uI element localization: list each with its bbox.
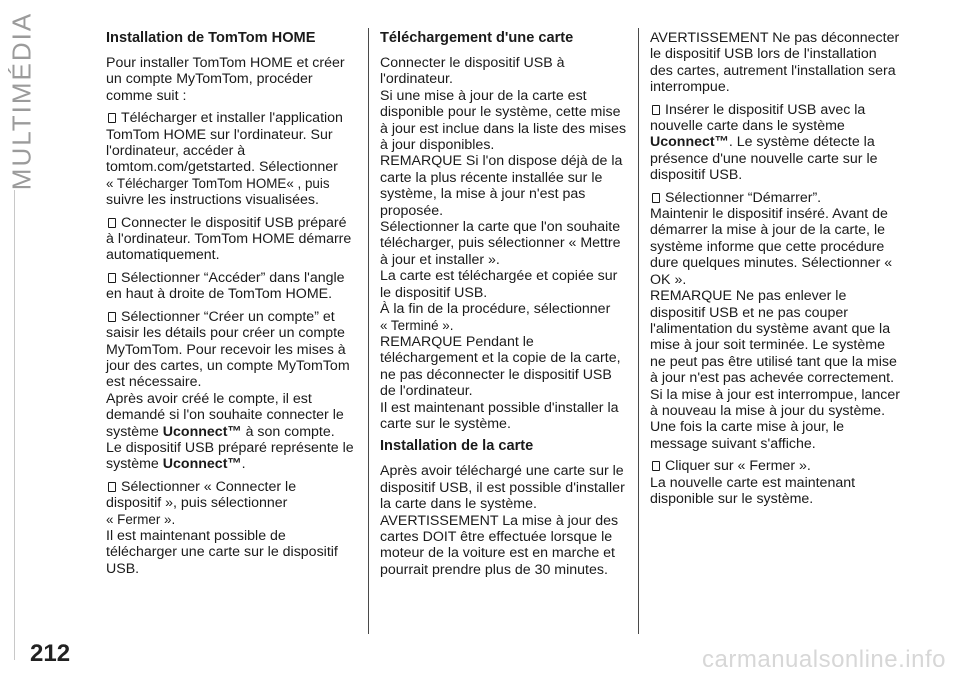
step-bullet-icon bbox=[108, 482, 116, 492]
paragraph: À la fin de la procédure, sélectionner « Terminé ». bbox=[380, 301, 611, 333]
section-heading: Installation de la carte bbox=[380, 438, 534, 455]
note: REMARQUE Si l'on dispose déjà de la carte la plus récente installée sur le système, la mise à jour n'est pas proposée. bbox=[380, 153, 623, 219]
step-item: Cliquer sur « Fermer ». bbox=[650, 458, 902, 474]
step-bullet-icon bbox=[108, 312, 116, 322]
step-item: Insérer le dispositif USB avec la nouvelle carte dans le système Uconnect™. Le système détecte la présence d'une nouvelle carte sur le dispositif USB. bbox=[650, 101, 878, 184]
step-item: Sélectionner “Démarrer”. bbox=[650, 190, 902, 206]
step-item: Sélectionner “Créer un compte” et saisir les détails pour créer un compte MyTomTom. Pour recevoir les mises à jour des cartes, un compte MyTomTom est nécessaire. bbox=[106, 308, 350, 391]
paragraph: Il est maintenant possible de télécharger une carte sur le dispositif USB. bbox=[106, 527, 338, 577]
page-number: 212 bbox=[30, 640, 71, 667]
column-1 bbox=[106, 30, 354, 577]
paragraph: Maintenir le dispositif inséré. Avant de démarrer la mise à jour de la carte, le système informe que cette procédure dure quelques minutes. Sélectionner « OK ». bbox=[650, 206, 893, 288]
warning: AVERTISSEMENT Ne pas déconnecter le dispositif USB lors de l'installation des cartes, autrement l'installation sera interrompue. bbox=[650, 30, 900, 96]
step-item: Télécharger et installer l'application TomTom HOME sur l'ordinateur. Sur l'ordinateur, accéder à tomtom.com/getstarted. Sélectionner « Télécharger TomTom HOME« , puis suivre les instructions visualisées. bbox=[106, 110, 343, 209]
paragraph: Après avoir téléchargé une carte sur le dispositif USB, il est possible d'installer la carte dans le système. bbox=[380, 463, 625, 513]
step-bullet-icon bbox=[652, 193, 660, 203]
brand-name: Uconnect™ bbox=[162, 456, 242, 473]
step-item: Connecter le dispositif USB préparé à l'ordinateur. TomTom HOME démarre automatiquement. bbox=[106, 214, 352, 264]
note: REMARQUE Pendant le téléchargement et la copie de la carte, ne pas déconnecter le dispositif USB de l'ordinateur. bbox=[380, 333, 621, 400]
paragraph: La carte est téléchargée et copiée sur le dispositif USB. bbox=[380, 268, 618, 301]
paragraph: La nouvelle carte est maintenant disponible sur le système. bbox=[650, 474, 856, 507]
column-3 bbox=[650, 30, 902, 507]
step-bullet-icon bbox=[108, 113, 116, 123]
paragraph: Connecter le dispositif USB à l'ordinateur. bbox=[380, 55, 565, 88]
section-heading: Installation de TomTom HOME bbox=[106, 30, 316, 46]
brand-name: Uconnect™ bbox=[650, 134, 729, 151]
paragraph: Si la mise à jour est interrompue, lancer à nouveau la mise à jour du système. Une fois la carte mise à jour, le message suivant s'affiche. bbox=[650, 386, 900, 452]
paragraph: Si une mise à jour de la carte est disponible pour le système, cette mise à jour est inclue dans la liste des mises à jour disponibles. bbox=[380, 87, 627, 154]
paragraph: Pour installer TomTom HOME et créer un compte MyTomTom, procéder comme suit : bbox=[106, 55, 345, 104]
watermark: carmanualsonline.info bbox=[702, 646, 946, 673]
side-divider bbox=[14, 190, 15, 660]
paragraph: Après avoir créé le compte, il est demandé si l'on souhaite connecter le système Uconnect™ à son compte. bbox=[106, 390, 344, 440]
column-divider bbox=[368, 28, 369, 634]
step-item: Sélectionner « Connecter le dispositif », puis sélectionner « Fermer ». bbox=[106, 478, 297, 527]
note: REMARQUE Ne pas enlever le dispositif USB et ne pas couper l'alimentation du système avant que la mise à jour soit terminée. Le système ne peut pas être utilisé tant que la mise à jour n'est pas achevée correctement. bbox=[650, 288, 897, 387]
section-side-label: MULTIMÉDIA bbox=[6, 11, 37, 191]
section-heading: Téléchargement d'une carte bbox=[380, 30, 574, 46]
paragraph: Il est maintenant possible d'installer la carte sur le système. bbox=[380, 399, 619, 432]
brand-name: Uconnect™ bbox=[162, 423, 242, 440]
column-divider bbox=[638, 28, 639, 634]
column-2 bbox=[380, 30, 630, 578]
warning: AVERTISSEMENT La mise à jour des cartes DOIT être effectuée lorsque le moteur de la voiture est en marche et pourrait prendre plus de 30 minutes. bbox=[380, 512, 619, 578]
step-bullet-icon bbox=[108, 218, 116, 228]
paragraph: Le dispositif USB préparé représente le système Uconnect™. bbox=[106, 439, 354, 473]
step-bullet-icon bbox=[652, 105, 660, 115]
step-item: Sélectionner “Accéder” dans l'angle en haut à droite de TomTom HOME. bbox=[106, 269, 345, 303]
step-bullet-icon bbox=[108, 273, 116, 283]
paragraph: Sélectionner la carte que l'on souhaite télécharger, puis sélectionner « Mettre à jour et installer ». bbox=[380, 219, 621, 268]
step-bullet-icon bbox=[652, 461, 660, 471]
